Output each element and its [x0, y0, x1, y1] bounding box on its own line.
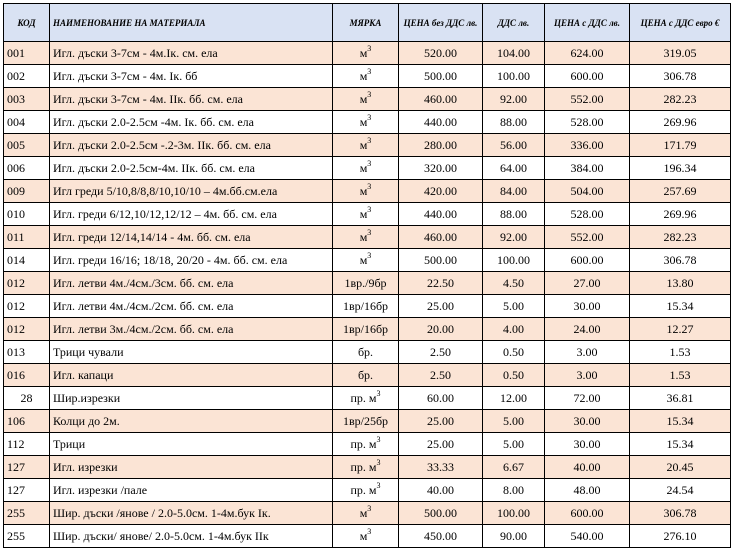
table-row: [4, 42, 731, 65]
cell-unit: [333, 157, 399, 180]
cell-unit: [333, 180, 399, 203]
unit-text: м: [359, 68, 368, 83]
cell-price-eur: 20.45: [630, 456, 731, 479]
unit-text: 1вр/16бр: [342, 298, 389, 313]
unit-text: м: [359, 229, 368, 244]
cell-price-no-vat: 280.00: [399, 134, 483, 157]
cell-price-no-vat: 500.00: [399, 249, 483, 272]
cell-name: Игл. греди 6/12,10/12,12/12 – 4м. бб. см. ела: [50, 203, 333, 226]
cell-code: 28: [4, 387, 50, 410]
unit-superscript: 3: [367, 250, 372, 260]
cell-price-with-vat: 72.00: [545, 387, 630, 410]
table-row: [4, 226, 731, 249]
cell-price-no-vat: 22.50: [399, 272, 483, 295]
unit-superscript: 3: [376, 388, 381, 398]
unit-superscript: 3: [367, 43, 372, 53]
table-row: [4, 203, 731, 226]
cell-name: Игл. изрезки /пале: [50, 479, 333, 502]
cell-unit: [333, 502, 399, 525]
price-list-table: [3, 3, 731, 548]
cell-name: Игл. дъски 2.0-2.5см-4м. IIк. бб. см. ела: [50, 157, 333, 180]
cell-price-with-vat: 384.00: [545, 157, 630, 180]
cell-price-eur: 306.78: [630, 249, 731, 272]
header-price-eur: ЦЕНА с ДДС евро €: [630, 4, 731, 42]
cell-price-eur: 24.54: [630, 479, 731, 502]
header-price-with-vat: ЦЕНА с ДДС лв.: [545, 4, 630, 42]
cell-vat: 0.50: [483, 341, 545, 364]
cell-price-eur: 15.34: [630, 433, 731, 456]
header-row: [4, 4, 731, 42]
table-row: [4, 456, 731, 479]
cell-name: Шир.изрезки: [50, 387, 333, 410]
cell-price-eur: 1.53: [630, 341, 731, 364]
cell-price-eur: 276.10: [630, 525, 731, 548]
unit-superscript: 3: [367, 227, 372, 237]
cell-unit: [333, 226, 399, 249]
cell-code: 013: [4, 341, 50, 364]
cell-name: Игл. дъски 3-7см - 4м. IIк. бб. см. ела: [50, 88, 333, 111]
unit-text: м: [359, 114, 368, 129]
unit-superscript: 3: [376, 434, 381, 444]
cell-code: 009: [4, 180, 50, 203]
unit-text: пр. м: [350, 459, 377, 474]
cell-price-no-vat: 460.00: [399, 88, 483, 111]
cell-code: 127: [4, 479, 50, 502]
cell-code: 106: [4, 410, 50, 433]
cell-price-with-vat: 30.00: [545, 410, 630, 433]
cell-vat: 4.00: [483, 318, 545, 341]
unit-text: 1вр/25бр: [342, 413, 389, 428]
cell-price-eur: 1.53: [630, 364, 731, 387]
cell-price-with-vat: 336.00: [545, 134, 630, 157]
cell-code: 127: [4, 456, 50, 479]
unit-superscript: 3: [376, 457, 381, 467]
table-row: [4, 502, 731, 525]
cell-unit: [333, 134, 399, 157]
unit-superscript: 3: [367, 526, 372, 536]
cell-price-with-vat: 600.00: [545, 65, 630, 88]
cell-price-no-vat: 450.00: [399, 525, 483, 548]
cell-code: 012: [4, 318, 50, 341]
unit-superscript: 3: [367, 66, 372, 76]
cell-unit: [333, 387, 399, 410]
cell-vat: 64.00: [483, 157, 545, 180]
table-row: [4, 157, 731, 180]
cell-unit: [333, 525, 399, 548]
cell-price-with-vat: 600.00: [545, 249, 630, 272]
cell-name: Игл. летви 4м./4см./2см. бб. см. ела: [50, 295, 333, 318]
cell-name: Колци до 2м.: [50, 410, 333, 433]
cell-vat: 88.00: [483, 111, 545, 134]
cell-unit: [333, 203, 399, 226]
cell-vat: 5.00: [483, 410, 545, 433]
unit-text: м: [359, 183, 368, 198]
cell-price-eur: 282.23: [630, 226, 731, 249]
cell-unit: [333, 364, 399, 387]
cell-vat: 100.00: [483, 65, 545, 88]
cell-name: Трици: [50, 433, 333, 456]
cell-code: 004: [4, 111, 50, 134]
cell-unit: [333, 295, 399, 318]
cell-price-with-vat: 624.00: [545, 42, 630, 65]
cell-unit: [333, 479, 399, 502]
cell-price-with-vat: 3.00: [545, 341, 630, 364]
cell-vat: 104.00: [483, 42, 545, 65]
cell-code: 014: [4, 249, 50, 272]
unit-text: м: [359, 206, 368, 221]
unit-text: м: [359, 160, 368, 175]
cell-code: 002: [4, 65, 50, 88]
unit-text: м: [359, 91, 368, 106]
cell-price-with-vat: 27.00: [545, 272, 630, 295]
cell-price-no-vat: 420.00: [399, 180, 483, 203]
cell-price-with-vat: 3.00: [545, 364, 630, 387]
unit-superscript: 3: [367, 89, 372, 99]
cell-name: Игл. летви 4м./4см./3см. бб. см. ела: [50, 272, 333, 295]
cell-name: Игл. греди 12/14,14/14 - 4м. бб. см. ела: [50, 226, 333, 249]
cell-code: 010: [4, 203, 50, 226]
unit-superscript: 3: [367, 135, 372, 145]
cell-vat: 88.00: [483, 203, 545, 226]
cell-vat: 92.00: [483, 88, 545, 111]
unit-text: м: [359, 252, 368, 267]
table-row: [4, 88, 731, 111]
unit-text: пр. м: [350, 482, 377, 497]
cell-code: 011: [4, 226, 50, 249]
cell-unit: [333, 42, 399, 65]
cell-unit: [333, 65, 399, 88]
table-row: [4, 387, 731, 410]
cell-name: Игл. дъски 2.0-2.5см -.2-3м. IIк. бб. см. ела: [50, 134, 333, 157]
unit-text: пр. м: [350, 436, 377, 451]
table-row: [4, 341, 731, 364]
cell-price-no-vat: 60.00: [399, 387, 483, 410]
cell-vat: 4.50: [483, 272, 545, 295]
cell-price-with-vat: 528.00: [545, 111, 630, 134]
cell-price-with-vat: 540.00: [545, 525, 630, 548]
cell-price-no-vat: 440.00: [399, 111, 483, 134]
header-price-no-vat: ЦЕНА без ДДС лв.: [399, 4, 483, 42]
cell-name: Игл. греди 16/16; 18/18, 20/20 - 4м. бб. см. ела: [50, 249, 333, 272]
unit-text: пр. м: [350, 390, 377, 405]
table-row: [4, 525, 731, 548]
unit-superscript: 3: [367, 503, 372, 513]
unit-text: м: [359, 528, 368, 543]
cell-price-eur: 15.34: [630, 295, 731, 318]
cell-price-no-vat: 2.50: [399, 341, 483, 364]
cell-price-with-vat: 30.00: [545, 295, 630, 318]
header-name: НАИМЕНОВАНИЕ НА МАТЕРИАЛА: [50, 4, 333, 42]
cell-price-no-vat: 2.50: [399, 364, 483, 387]
cell-code: 012: [4, 295, 50, 318]
table-row: [4, 364, 731, 387]
table-row: [4, 479, 731, 502]
cell-price-eur: 257.69: [630, 180, 731, 203]
table-row: [4, 134, 731, 157]
cell-code: 001: [4, 42, 50, 65]
cell-name: Трици чували: [50, 341, 333, 364]
cell-price-no-vat: 25.00: [399, 410, 483, 433]
unit-text: бр.: [357, 367, 374, 382]
cell-unit: [333, 341, 399, 364]
cell-unit: [333, 272, 399, 295]
cell-vat: 12.00: [483, 387, 545, 410]
cell-name: Игл. дъски 3-7см - 4м.Iк. см. ела: [50, 42, 333, 65]
cell-unit: [333, 433, 399, 456]
cell-price-no-vat: 33.33: [399, 456, 483, 479]
unit-text: м: [359, 505, 368, 520]
cell-price-with-vat: 40.00: [545, 456, 630, 479]
cell-price-eur: 171.79: [630, 134, 731, 157]
cell-vat: 6.67: [483, 456, 545, 479]
table-row: [4, 433, 731, 456]
cell-price-no-vat: 320.00: [399, 157, 483, 180]
cell-code: 112: [4, 433, 50, 456]
cell-price-eur: 306.78: [630, 65, 731, 88]
unit-text: 1вр/16бр: [342, 321, 389, 336]
unit-superscript: 3: [367, 181, 372, 191]
cell-name: Шир. дъски/ янове/ 2.0-5.0см. 1-4м.бук IIк: [50, 525, 333, 548]
cell-code: 255: [4, 502, 50, 525]
cell-unit: [333, 318, 399, 341]
cell-vat: 0.50: [483, 364, 545, 387]
cell-vat: 100.00: [483, 502, 545, 525]
cell-name: Игл. изрезки: [50, 456, 333, 479]
cell-price-eur: 36.81: [630, 387, 731, 410]
cell-price-no-vat: 25.00: [399, 295, 483, 318]
cell-name: Игл. капаци: [50, 364, 333, 387]
cell-price-with-vat: 552.00: [545, 88, 630, 111]
unit-superscript: 3: [367, 112, 372, 122]
table-row: [4, 272, 731, 295]
cell-vat: 90.00: [483, 525, 545, 548]
cell-code: 003: [4, 88, 50, 111]
cell-price-eur: 282.23: [630, 88, 731, 111]
cell-vat: 84.00: [483, 180, 545, 203]
cell-name: Игл. летви 3м./4см./2см. бб. см. ела: [50, 318, 333, 341]
cell-unit: [333, 249, 399, 272]
cell-price-no-vat: 20.00: [399, 318, 483, 341]
cell-code: 016: [4, 364, 50, 387]
cell-price-eur: 12.27: [630, 318, 731, 341]
table-row: [4, 249, 731, 272]
unit-text: м: [359, 45, 368, 60]
cell-price-eur: 13.80: [630, 272, 731, 295]
cell-price-with-vat: 600.00: [545, 502, 630, 525]
cell-price-with-vat: 552.00: [545, 226, 630, 249]
table-row: [4, 180, 731, 203]
cell-vat: 5.00: [483, 433, 545, 456]
table-row: [4, 318, 731, 341]
unit-superscript: 3: [367, 204, 372, 214]
unit-superscript: 3: [376, 480, 381, 490]
cell-price-no-vat: 440.00: [399, 203, 483, 226]
cell-price-with-vat: 24.00: [545, 318, 630, 341]
unit-text: м: [359, 137, 368, 152]
cell-price-with-vat: 48.00: [545, 479, 630, 502]
unit-superscript: 3: [367, 158, 372, 168]
cell-price-eur: 306.78: [630, 502, 731, 525]
table-row: [4, 410, 731, 433]
cell-code: 012: [4, 272, 50, 295]
cell-unit: [333, 456, 399, 479]
cell-price-no-vat: 500.00: [399, 65, 483, 88]
cell-price-with-vat: 528.00: [545, 203, 630, 226]
cell-name: Игл. дъски 3-7см - 4м. Iк. бб: [50, 65, 333, 88]
cell-vat: 8.00: [483, 479, 545, 502]
cell-price-no-vat: 460.00: [399, 226, 483, 249]
cell-price-eur: 196.34: [630, 157, 731, 180]
cell-price-no-vat: 40.00: [399, 479, 483, 502]
unit-text: бр.: [357, 344, 374, 359]
header-vat: ДДС лв.: [483, 4, 545, 42]
cell-price-eur: 15.34: [630, 410, 731, 433]
cell-price-no-vat: 520.00: [399, 42, 483, 65]
table-row: [4, 295, 731, 318]
cell-name: Шир. дъски /янове / 2.0-5.0см. 1-4м.бук Iк.: [50, 502, 333, 525]
cell-price-eur: 319.05: [630, 42, 731, 65]
header-code: КОД: [4, 4, 50, 42]
cell-price-with-vat: 30.00: [545, 433, 630, 456]
cell-price-no-vat: 25.00: [399, 433, 483, 456]
cell-price-eur: 269.96: [630, 203, 731, 226]
header-unit: МЯРКА: [333, 4, 399, 42]
cell-code: 006: [4, 157, 50, 180]
cell-code: 255: [4, 525, 50, 548]
table-row: [4, 111, 731, 134]
cell-price-no-vat: 500.00: [399, 502, 483, 525]
unit-text: 1вр./9бр: [344, 275, 387, 290]
cell-price-eur: 269.96: [630, 111, 731, 134]
cell-unit: [333, 410, 399, 433]
cell-name: Игл греди 5/10,8/8,8/10,10/10 – 4м.бб.см.ела: [50, 180, 333, 203]
cell-name: Игл. дъски 2.0-2.5см -4м. Iк. бб. см. ела: [50, 111, 333, 134]
cell-unit: [333, 111, 399, 134]
cell-code: 005: [4, 134, 50, 157]
cell-unit: [333, 88, 399, 111]
cell-vat: 56.00: [483, 134, 545, 157]
table-body: [4, 42, 731, 548]
cell-vat: 100.00: [483, 249, 545, 272]
table-row: [4, 65, 731, 88]
cell-price-with-vat: 504.00: [545, 180, 630, 203]
cell-vat: 92.00: [483, 226, 545, 249]
cell-vat: 5.00: [483, 295, 545, 318]
